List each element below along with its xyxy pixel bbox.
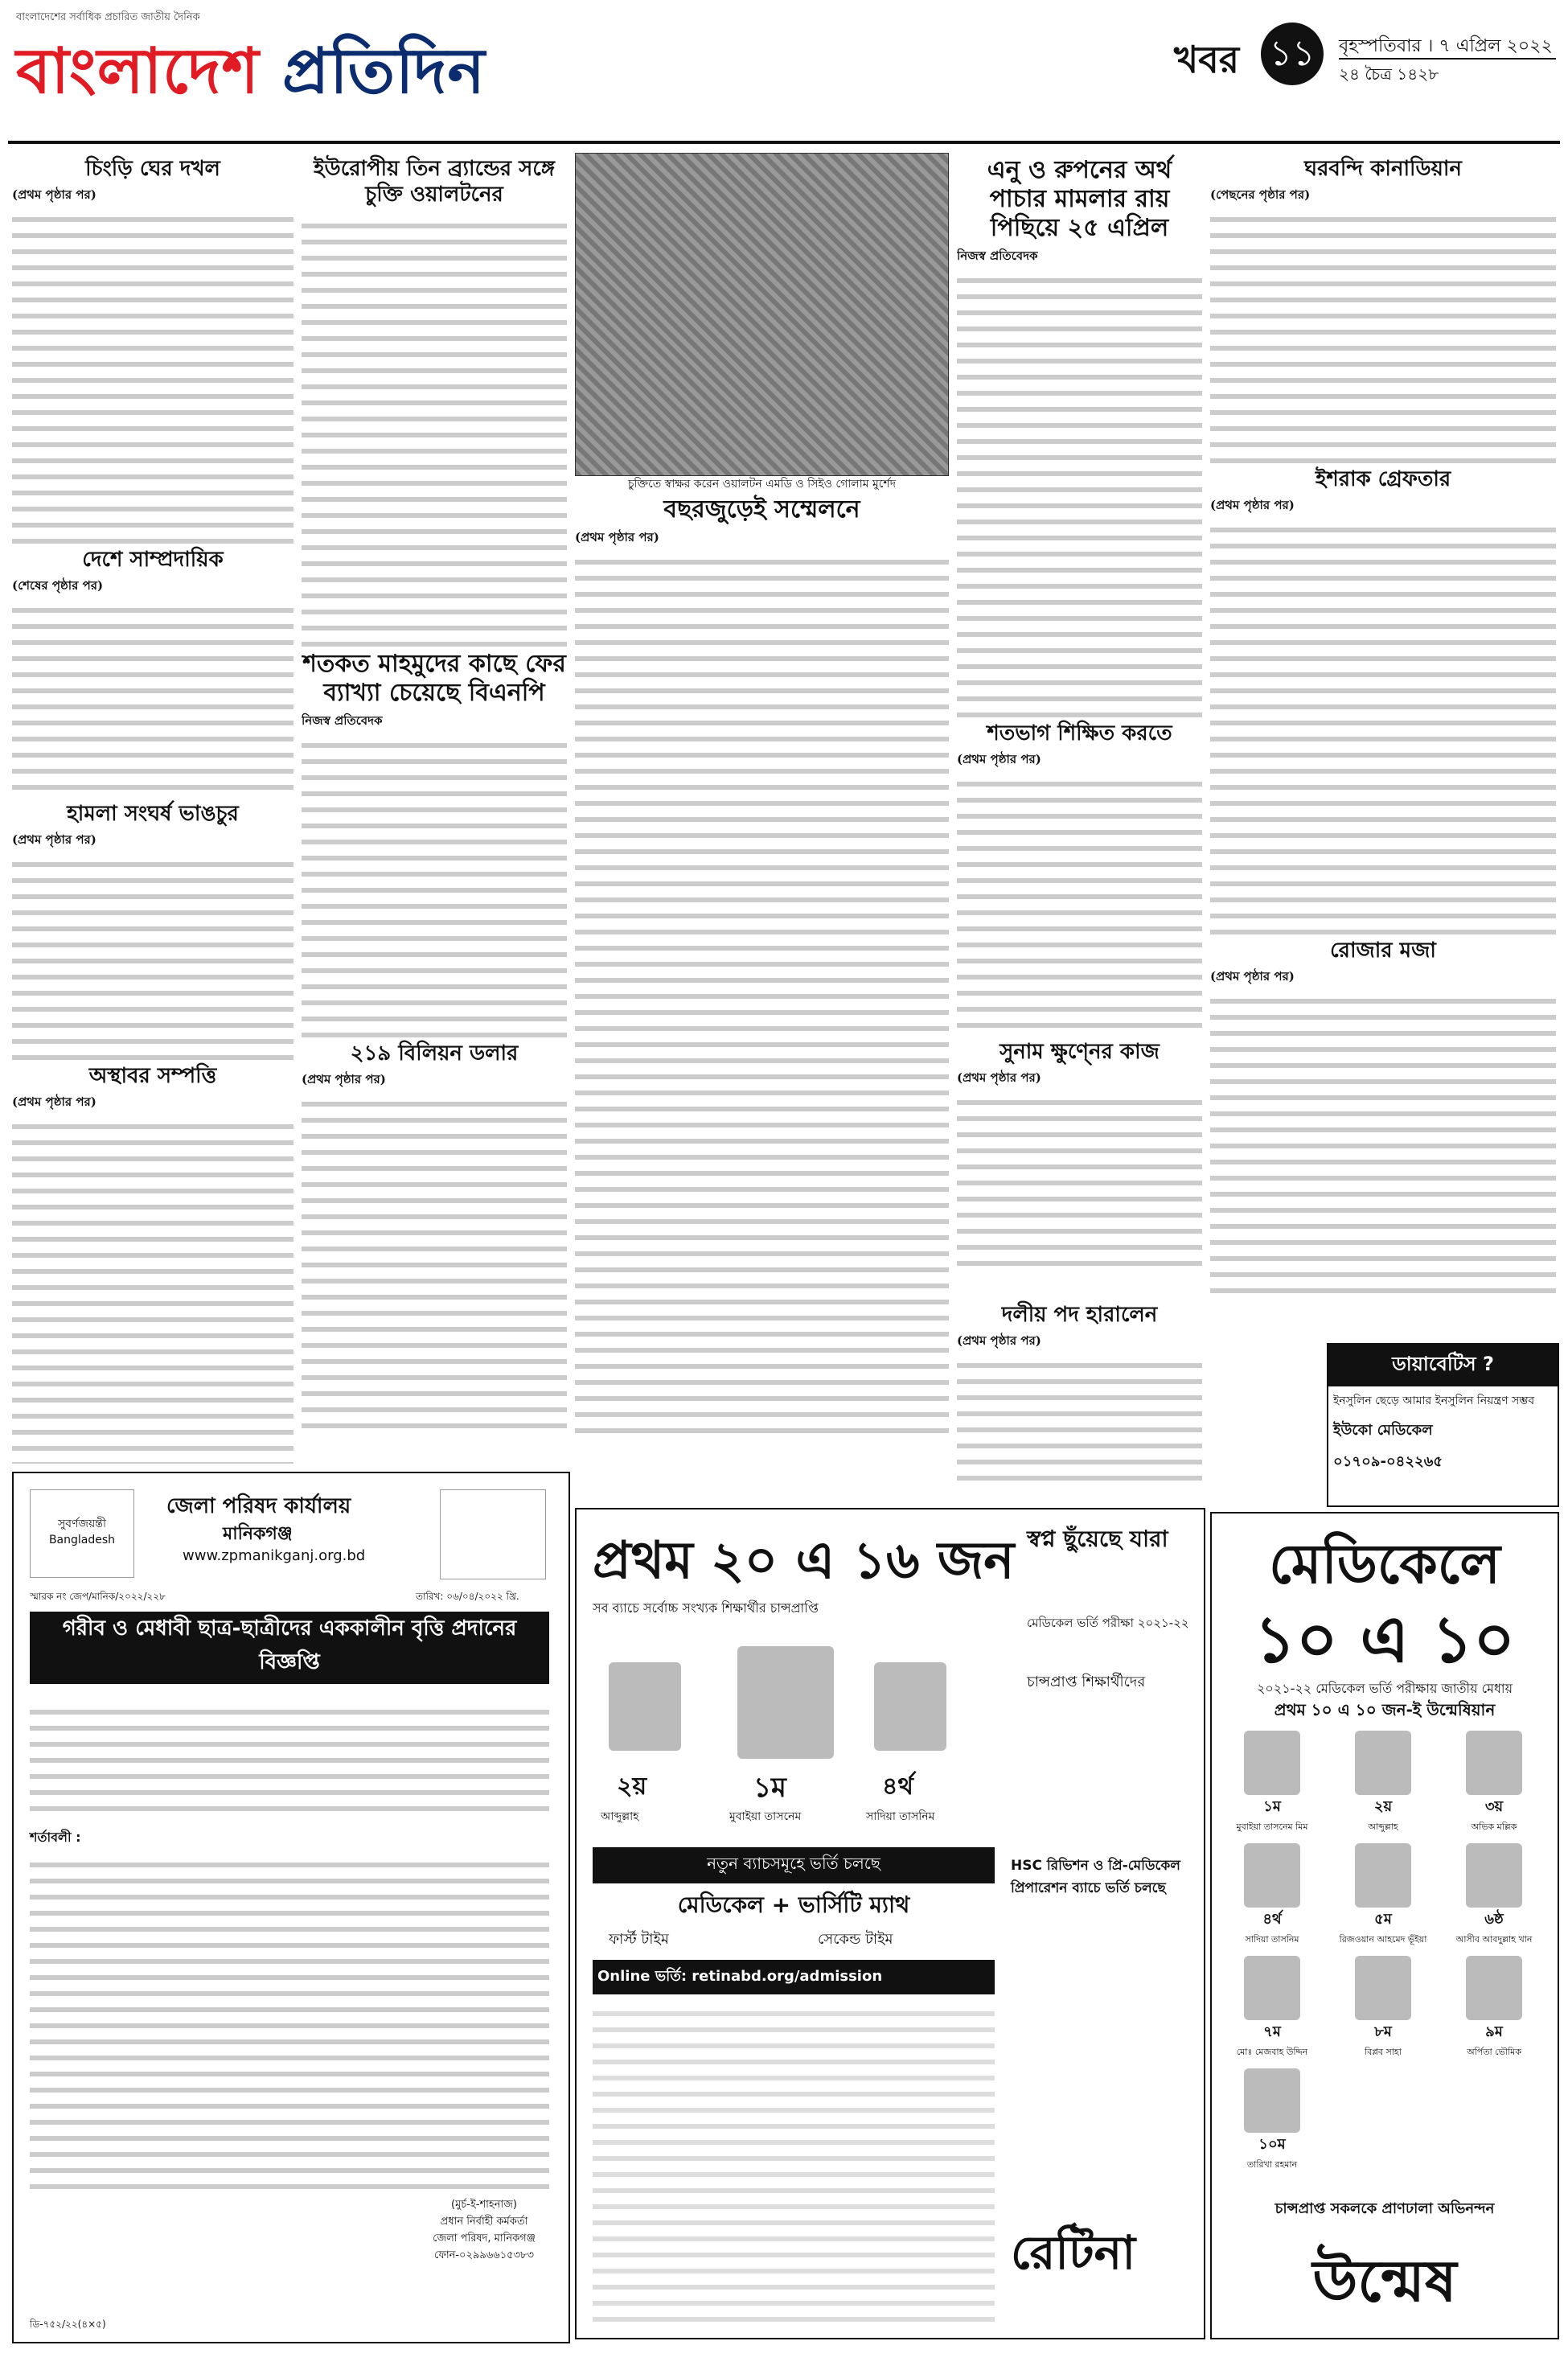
column-4 xyxy=(957,153,1202,1295)
article-lead: (প্রথম পৃষ্ঠার পর) xyxy=(575,530,659,544)
memo-date: তারিখ: ০৬/০৪/২০২২ খ্রি. xyxy=(416,1591,519,1602)
article-lead: (প্রথম পৃষ্ঠার পর) xyxy=(12,832,96,847)
article-lead: (প্রথম পৃষ্ঠার পর) xyxy=(12,187,96,202)
notice-office: জেলা পরিষদ কার্যালয় xyxy=(166,1494,351,1518)
article-lead: (প্রথম পৃষ্ঠার পর) xyxy=(957,1070,1041,1085)
headline: দেশে সাম্প্রদায়িক xyxy=(82,548,224,572)
article-body xyxy=(12,597,293,798)
headline: ঘরবন্দি কানাডিয়ান xyxy=(1304,157,1462,181)
medical-sub1: ২০২১-২২ মেডিকেল ভর্তি পরীক্ষায় জাতীয় মেধায় xyxy=(1256,1681,1513,1696)
rank: ২য় xyxy=(617,1772,647,1801)
student-name: মুবাইয়া তাসনেম xyxy=(729,1810,802,1823)
column-4b xyxy=(957,1299,1202,1492)
article-lead: (প্রথম পৃষ্ঠার পর) xyxy=(1210,498,1295,512)
signature-office: জেলা পরিষদ, মানিকগঞ্জ xyxy=(433,2232,536,2245)
article-body xyxy=(957,1352,1202,1481)
headline: চিংড়ি ঘের দখল xyxy=(85,157,220,181)
headline: দলীয় পদ হারালেন xyxy=(1001,1303,1158,1327)
headline: ইউরোপীয় তিন ব্র্যান্ডের সঙ্গে চুক্তি ওয়ালটনের xyxy=(313,157,556,207)
government-notice xyxy=(12,1472,570,2343)
rank: ৬ষ্ঠ xyxy=(1484,1911,1504,1928)
student-card xyxy=(1442,1843,1546,1948)
masthead xyxy=(0,0,1568,137)
rank: ৭ম xyxy=(1263,2023,1281,2040)
student-photo xyxy=(1244,1843,1300,1908)
headline: ইশরাক গ্রেফতার xyxy=(1315,467,1451,491)
student-card xyxy=(1220,1843,1324,1948)
article-body xyxy=(957,1089,1202,1266)
headline: হামলা সংঘর্ষ ভাঙচুর xyxy=(67,802,239,826)
newspaper-logo: বাংলাদেশ প্রতিদিন xyxy=(16,35,486,108)
signature-title: প্রধান নির্বাহী কর্মকর্তা xyxy=(440,2216,528,2228)
signature-name: (মুর্চ-ই-শাহনাজ) xyxy=(451,2199,517,2211)
article-lead: (প্রথম পৃষ্ঠার পর) xyxy=(957,752,1041,766)
student-card xyxy=(1331,1731,1435,1835)
student-photo xyxy=(1244,1956,1300,2020)
retina-exam: মেডিকেল ভর্তি পরীক্ষা ২০২১-২২ xyxy=(1027,1616,1189,1630)
student-photo xyxy=(737,1646,834,1759)
student-card xyxy=(1442,1731,1546,1835)
student-name: তারিখা রহমান xyxy=(1246,2159,1298,2170)
student-photo xyxy=(1355,1956,1411,2020)
rank: ৫ম xyxy=(1374,1911,1392,1928)
student-name: অভিক মল্লিক xyxy=(1471,1822,1517,1832)
student-name: বিপ্লব সাহা xyxy=(1365,2047,1402,2057)
page-number: ১১ xyxy=(1261,23,1324,85)
retina-greet: চান্সপ্রাপ্ত শিক্ষার্থীদের xyxy=(1027,1674,1146,1690)
student-name: সাদিয়া তাসনিম xyxy=(866,1810,935,1823)
article-body xyxy=(12,851,293,1060)
article-lead: (প্রথম পৃষ্ঠার পর) xyxy=(12,1095,96,1109)
headline: রোজার মজা xyxy=(1330,939,1436,963)
medical-sub2: প্রথম ১০ এ ১০ জন-ই উন্মেষিয়ান xyxy=(1274,1700,1496,1719)
article-lead: (প্রথম পৃষ্ঠার পর) xyxy=(1210,969,1295,984)
student-name: মুবাইয়া তাসনেম মিম xyxy=(1236,1822,1308,1832)
retina-ad xyxy=(575,1508,1205,2339)
diabetes-title: ডায়াবেটিস ? xyxy=(1328,1345,1558,1386)
headline: অস্থাবর সম্পত্তি xyxy=(88,1064,217,1088)
student-card xyxy=(1220,1731,1324,1835)
medical-headline: মেডিকেলে xyxy=(1269,1533,1500,1596)
diabetes-phone: ০১৭০৯-০৪২২৬৫ xyxy=(1333,1453,1443,1470)
rank: ৮ম xyxy=(1374,2023,1392,2040)
headline: সুনাম ক্ষুণ্নের কাজ xyxy=(999,1040,1160,1064)
rank: ৪র্থ xyxy=(882,1772,913,1801)
column-5 xyxy=(1210,153,1556,1311)
student-name: আসীব আবদুল্লাহ খান xyxy=(1455,1934,1533,1945)
retina-brand: রেটিনা xyxy=(1011,2225,1136,2280)
student-photo xyxy=(1355,1843,1411,1908)
date-gregorian: বৃহস্পতিবার । ৭ এপ্রিল ২০২২ xyxy=(1339,36,1553,56)
article-lead: (প্রথম পৃষ্ঠার পর) xyxy=(302,1072,386,1086)
student-name: অর্পিতা ভৌমিক xyxy=(1467,2047,1521,2057)
rank: ৪র্থ xyxy=(1262,1911,1282,1928)
signature-phone: ফোন-০২৯৯৬৬১৫৩৮৩ xyxy=(434,2249,534,2261)
column-2 xyxy=(302,153,567,1464)
student-name: আব্দুল্লাহ xyxy=(601,1810,639,1823)
student-name: রিজওয়ান আহমেদ ভূঁইয়া xyxy=(1339,1934,1427,1945)
news-photo xyxy=(575,153,949,476)
portrait-photo xyxy=(440,1489,546,1579)
retina-branches xyxy=(593,2000,995,2322)
medical-footer: চান্সপ্রাপ্ত সকলকে প্রাণঢালা অভিনন্দন xyxy=(1275,2200,1495,2217)
retina-second: সেকেন্ড টাইম xyxy=(818,1931,893,1948)
article-body xyxy=(12,1113,293,1464)
article-lead: (প্রথম পৃষ্ঠার পর) xyxy=(957,1333,1041,1348)
student-photo xyxy=(609,1662,681,1751)
photo-caption: চুক্তিতে স্বাক্ষর করেন ওয়ালটন এমডি ও সিইও গোলাম মুর্শেদ xyxy=(627,478,897,491)
article-body xyxy=(1210,206,1556,463)
rank: ৯ম xyxy=(1485,2023,1503,2040)
article-body xyxy=(302,212,567,647)
student-card xyxy=(1331,1956,1435,2060)
notice-website: www.zpmanikganj.org.bd xyxy=(183,1547,366,1564)
rank: ১ম xyxy=(753,1772,786,1804)
student-card xyxy=(1220,2068,1324,2173)
byline: নিজস্ব প্রতিবেদক xyxy=(302,713,383,728)
article-body xyxy=(957,267,1202,717)
date-bengali: ২৪ চৈত্র ১৪২৮ xyxy=(1339,58,1556,89)
student-name: আব্দুল্লাহ xyxy=(1368,1822,1398,1832)
notice-intro xyxy=(30,1698,549,1819)
masthead-rule xyxy=(8,141,1560,144)
student-photo xyxy=(1244,1731,1300,1795)
ad-code: ডি-৭৫২/২২(৪×৫) xyxy=(30,2319,106,2330)
student-photo xyxy=(874,1662,946,1751)
retina-course: মেডিকেল + ভার্সিটি ম্যাথ xyxy=(677,1891,910,1918)
headline: এনু ও রুপনের অর্থ পাচার মামলার রায় পিছিয়ে ২৫ এপ্রিল xyxy=(987,156,1172,242)
memo-no: স্মারক নং জেপ/মানিক/২০২২/২২৮ xyxy=(30,1591,166,1602)
diabetes-ad xyxy=(1327,1343,1559,1507)
retina-hsc: HSC রিভিশন ও প্রি-মেডিকেল প্রিপারেশন ব্যাচে ভর্তি চলছে xyxy=(1011,1858,1180,1896)
article-lead: (পেছনের পৃষ্ঠার পর) xyxy=(1210,187,1311,202)
column-3 xyxy=(575,153,949,1440)
article-body xyxy=(1210,516,1556,934)
student-card xyxy=(1442,1956,1546,2060)
student-photo xyxy=(1244,2068,1300,2133)
rank: ১০ম xyxy=(1258,2136,1286,2153)
section-name: খবর xyxy=(1174,38,1240,81)
signature-block xyxy=(416,2197,552,2265)
student-card xyxy=(1220,1956,1324,2060)
tagline: বাংলাদেশের সর্বাধিক প্রচারিত জাতীয় দৈনিক xyxy=(16,11,200,23)
retina-fast: ফার্স্ট টাইম xyxy=(609,1931,669,1948)
retina-slogan: স্বপ্ন ছুঁয়েছে যারা xyxy=(1027,1526,1168,1552)
rank: ৩য় xyxy=(1484,1798,1504,1815)
retina-online: Online ভর্তি: retinabd.org/admission xyxy=(593,1960,995,1994)
retina-headline: প্রথম ২০ এ ১৬ জন xyxy=(593,1531,1015,1591)
article-body xyxy=(302,1090,567,1428)
unmesh-brand: উন্মেষ xyxy=(1312,2247,1457,2314)
student-name: সাদিয়া তাসনিম xyxy=(1245,1934,1299,1945)
conditions-title: শর্তাবলী : xyxy=(30,1830,81,1845)
article-body xyxy=(1210,988,1556,1293)
unmesh-ad xyxy=(1210,1512,1559,2339)
headline: বছরজুড়েই সম্মেলনে xyxy=(663,495,860,524)
article-body xyxy=(575,548,949,1433)
rank: ১ম xyxy=(1263,1798,1281,1815)
article-body xyxy=(302,732,567,1037)
student-photo xyxy=(1466,1956,1522,2020)
student-card xyxy=(1331,1843,1435,1948)
headline: ২১৯ বিলিয়ন ডলার xyxy=(350,1041,519,1066)
retina-batch: নতুন ব্যাচসমূহে ভর্তি চলছে xyxy=(593,1847,995,1883)
notice-headline: গরীব ও মেধাবী ছাত্র-ছাত্রীদের এককালীন বৃত্তি প্রদানের বিজ্ঞপ্তি xyxy=(30,1612,549,1684)
retina-sub: সব ব্যাচে সর্বোচ্চ সংখ্যক শিক্ষার্থীর চান্সপ্রাপ্তি xyxy=(593,1600,819,1616)
article-body xyxy=(957,770,1202,1036)
byline: নিজস্ব প্রতিবেদক xyxy=(957,248,1038,263)
ranked-students xyxy=(1220,1731,1550,2181)
student-photo xyxy=(1355,1731,1411,1795)
headline: শতভাগ শিক্ষিত করতে xyxy=(987,721,1172,745)
diabetes-line: ইনসুলিন ছেড়ে আমার ইনসুলিন নিয়ন্ত্রণ সম্ভব xyxy=(1333,1394,1535,1407)
student-photo xyxy=(1466,1731,1522,1795)
rank: ২য় xyxy=(1373,1798,1393,1815)
medical-score: ১০ এ ১০ xyxy=(1254,1602,1516,1677)
student-photo xyxy=(1466,1843,1522,1908)
article-lead: (শেষের পৃষ্ঠার পর) xyxy=(12,578,104,593)
headline: শতকত মাহমুদের কাছে ফের ব্যাখ্যা চেয়েছে বিএনপি xyxy=(302,650,566,707)
diabetes-brand: ইউকো মেডিকেল xyxy=(1333,1422,1433,1439)
jubilee-logo: সুবর্ণজয়ন্তী Bangladesh xyxy=(30,1489,134,1578)
conditions-list xyxy=(30,1851,549,2189)
article-body xyxy=(12,206,293,544)
student-name: মোঃ মেজবাহ উদ্দিন xyxy=(1236,2047,1308,2057)
column-1 xyxy=(12,153,293,1464)
notice-district: মানিকগঞ্জ xyxy=(223,1524,293,1544)
